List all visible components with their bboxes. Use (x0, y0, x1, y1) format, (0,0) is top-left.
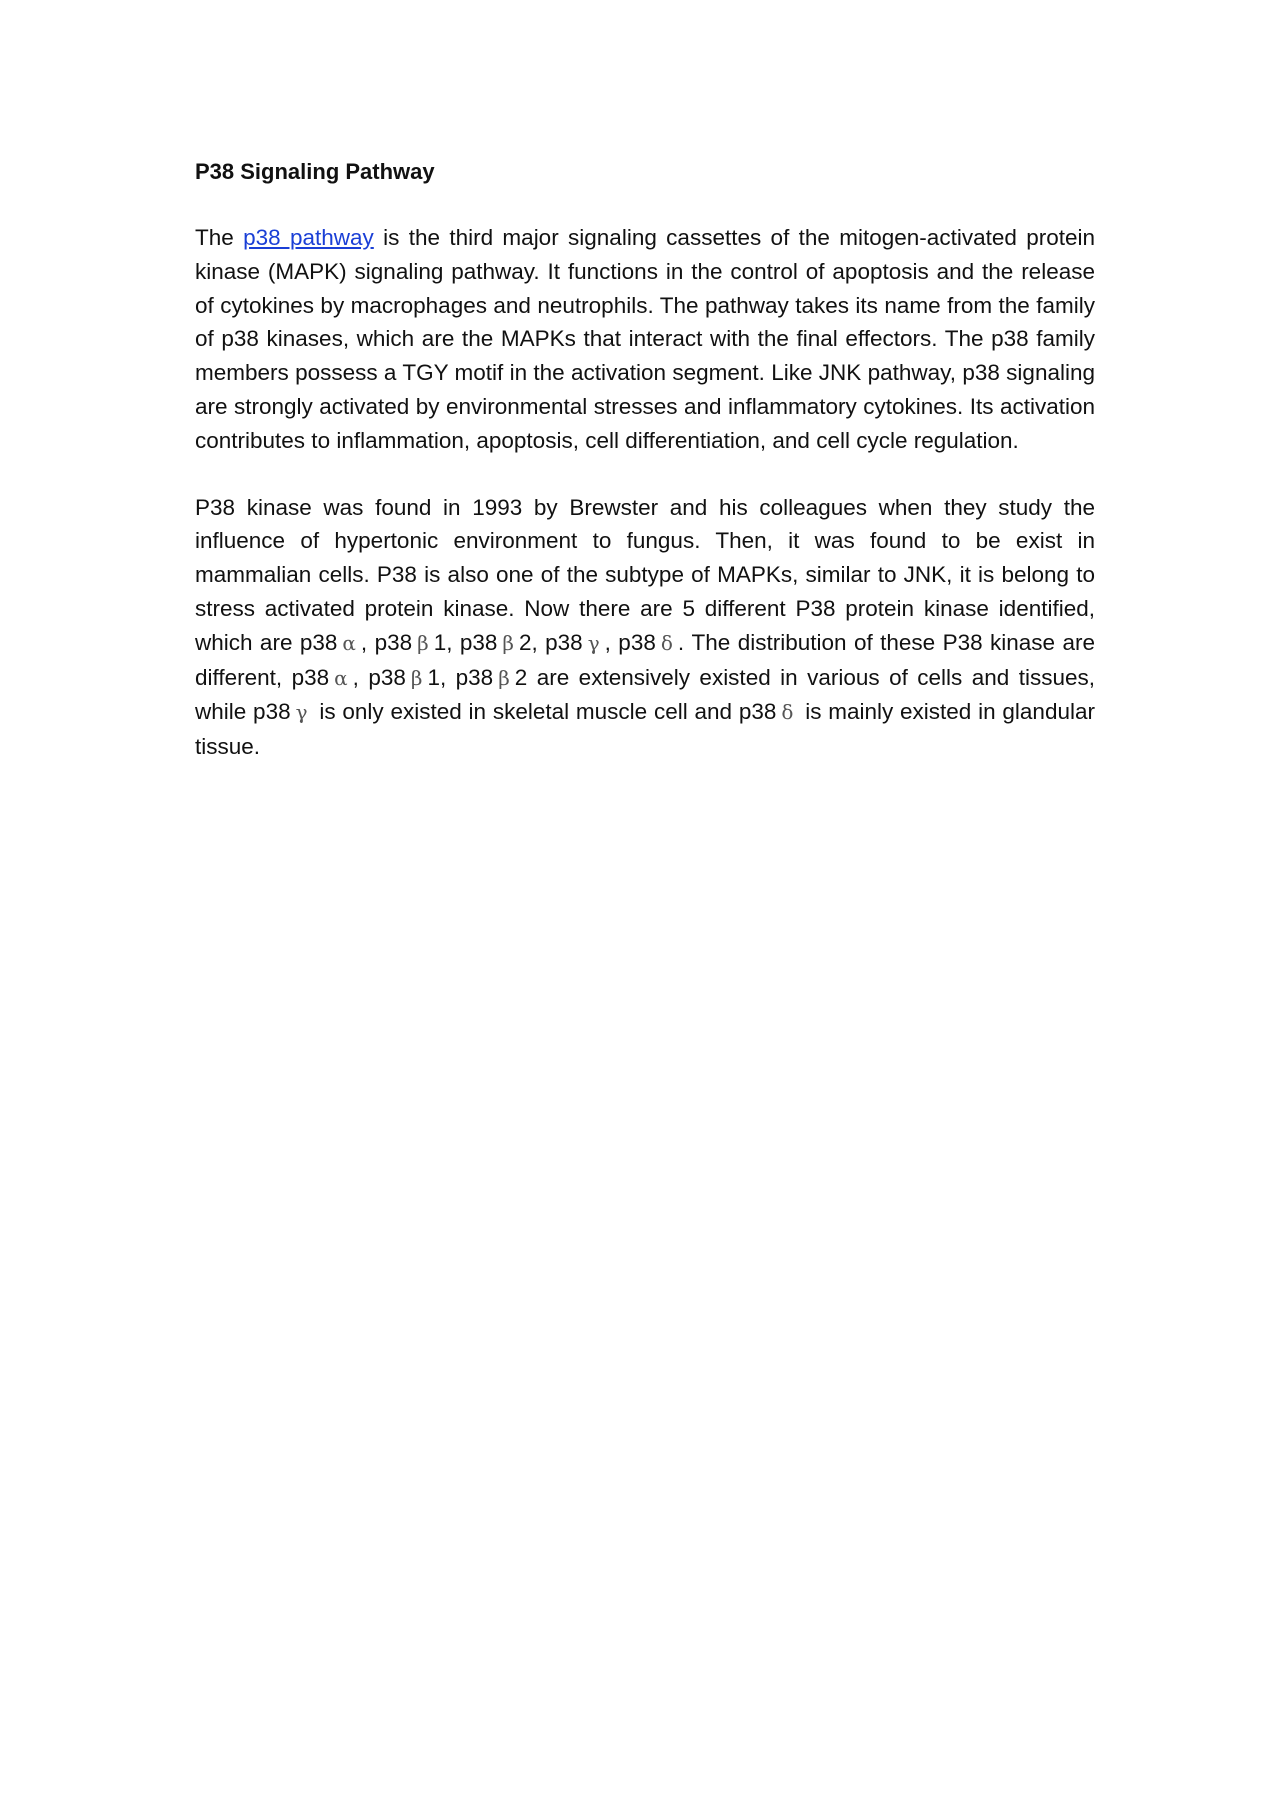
paragraph-intro-body: is the third major signaling cassettes of the mitogen-activated protein kinase (MAPK) signaling pathway. It functions in the control of apoptosis and the release of cytokines by macrophages and neutrophils. The pathway takes its name from the family of p38 kinases, which are the MAPKs that interact with the final effectors. The p38 family members possess a TGY motif in the activation segment. Like JNK pathway, p38 signaling are strongly activated by environmental stresses and inflammatory cytokines. Its activation contributes to inflammation, apoptosis, cell differentiation, and cell cycle regulation. (195, 225, 1095, 453)
paragraph-history-text: is only existed in skeletal muscle cell and p38 (312, 699, 777, 725)
greek-gamma-symbol: γ (295, 700, 308, 725)
greek-beta-symbol: β (410, 665, 423, 690)
greek-delta-symbol: δ (781, 700, 794, 725)
paragraph-history-text: , p38 (352, 664, 406, 690)
paragraph-history (195, 491, 1095, 764)
paragraph-history-text: , p38 (604, 629, 656, 655)
paragraph-history-text: 2 are extensively existed in various of cells and tissues, while p38 (195, 664, 1096, 725)
greek-beta-symbol: β (502, 630, 514, 655)
paragraph-history-text: 1, p38 (433, 629, 498, 655)
greek-delta-symbol: δ (660, 630, 673, 655)
greek-beta-symbol: β (498, 665, 510, 690)
paragraph-history-text: , p38 (360, 629, 413, 655)
paragraph-history-text: P38 kinase was found in 1993 by Brewster and his colleagues when they study the influence of hypertonic environment to fungus. Then, it was found to be exist in mammalian cells. P38 is also one of the subtype of MAPKs, similar to JNK, it is belong to stress activated protein kinase. Now there are 5 different P38 protein kinase identified, which are p38 (195, 494, 1095, 655)
paragraph-history-text: 2, p38 (518, 629, 583, 655)
p38-pathway-link[interactable]: p38 pathway (243, 225, 374, 250)
document-page (195, 155, 1095, 797)
document-title: P38 Signaling Pathway (195, 159, 435, 184)
paragraph-history-text: 1, p38 (427, 664, 494, 690)
greek-beta-symbol: β (417, 630, 429, 655)
paragraph-intro (195, 221, 1095, 458)
greek-alpha-symbol: α (342, 630, 356, 655)
paragraph-history-text: is mainly existed in glandular tissue. (195, 699, 1095, 760)
greek-gamma-symbol: γ (587, 630, 600, 655)
paragraph-intro-lead: The (195, 225, 244, 250)
paragraph-history-text: . The distribution of these P38 kinase are different, p38 (195, 629, 1095, 690)
greek-alpha-symbol: α (334, 665, 348, 690)
